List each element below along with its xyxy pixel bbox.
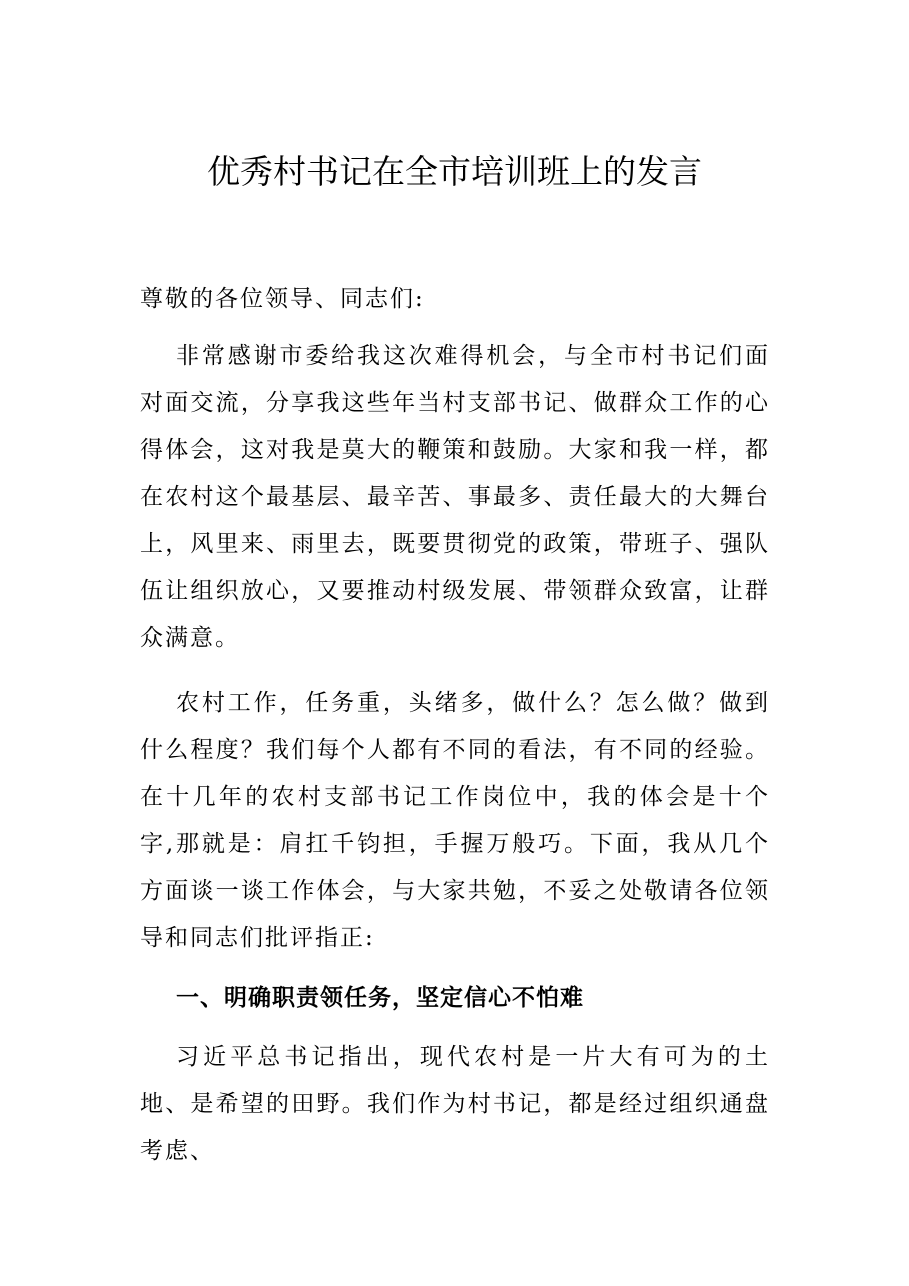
paragraph-1: 非常感谢市委给我这次难得机会，与全市村书记们面对面交流，分享我这些年当村支部书记、做群众工作的心得体会，这对我是莫大的鞭策和鼓励。大家和我一样，都在农村这个最基层、最辛苦、事最多、责任最大的大舞台上，风里来、雨里去，既要贯彻党的政策，带班子、强队伍让组织放心，又要推动村级发展、带领群众致富，让群众满意。 xyxy=(140,343,770,651)
paragraph-3: 习近平总书记指出，现代农村是一片大有可为的土地、是希望的田野。我们作为村书记，都是经过组织通盘考虑、 xyxy=(140,1044,770,1164)
section-1-heading: 一、明确职责领任务，坚定信心不怕难 xyxy=(176,985,584,1011)
paragraph-2: 农村工作，任务重，头绪多，做什么？怎么做？做到什么程度？我们每个人都有不同的看法，有不同的经验。在十几年的农村支部书记工作岗位中，我的体会是十个字,那就是：肩扛千钧担，手握万般巧。下面，我从几个方面谈一谈工作体会，与大家共勉，不妥之处敬请各位领导和同志们批评指正: xyxy=(140,690,770,951)
salutation: 尊敬的各位领导、同志们: xyxy=(140,286,425,312)
document-title: 优秀村书记在全市培训班上的发言 xyxy=(207,152,702,191)
